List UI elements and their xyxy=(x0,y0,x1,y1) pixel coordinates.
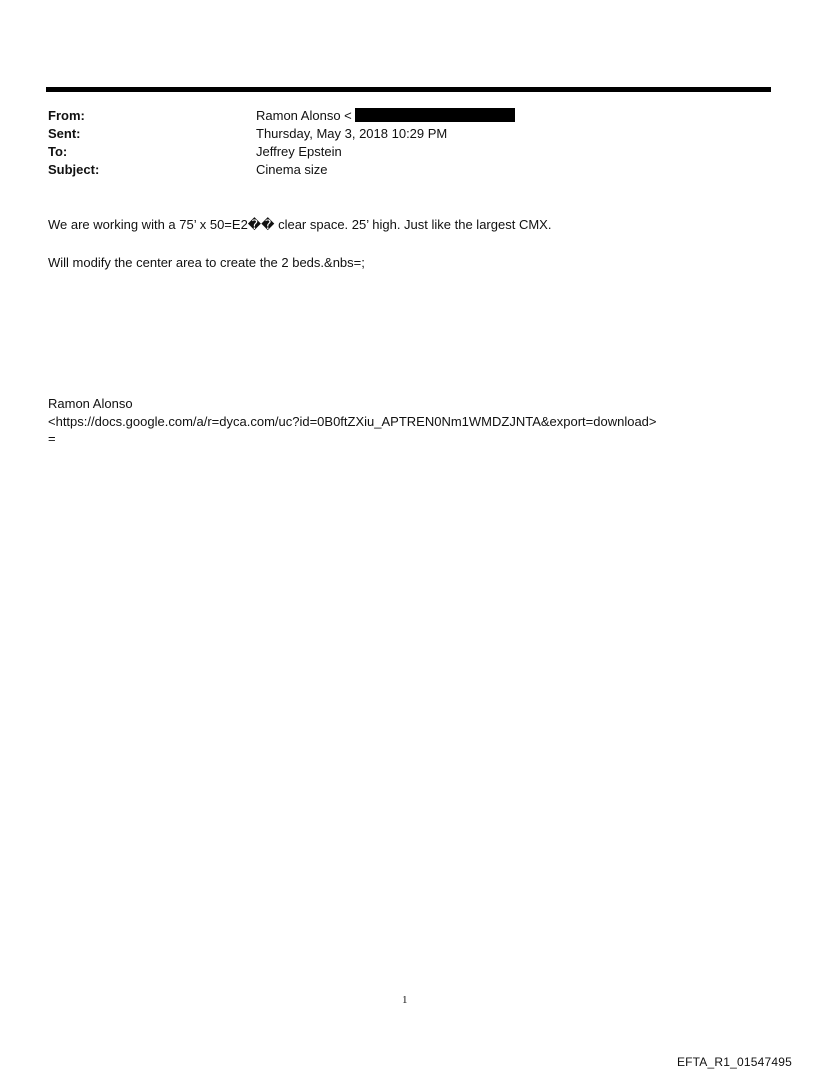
page-number: 1 xyxy=(402,994,408,1006)
body-line-1: We are working with a 75’ x 50=E2�� clear space. 25’ high. Just like the largest CMX. xyxy=(48,217,552,232)
from-name: Ramon Alonso < xyxy=(256,108,352,123)
sent-label: Sent: xyxy=(48,126,81,141)
sent-row xyxy=(48,125,768,143)
signature-name: Ramon Alonso xyxy=(48,396,133,411)
document-id: EFTA_R1_01547495 xyxy=(676,1055,792,1069)
sent-value: Thursday, May 3, 2018 10:29 PM xyxy=(256,126,448,141)
from-row xyxy=(48,107,768,125)
signature-trailer: = xyxy=(48,431,56,446)
from-value xyxy=(256,107,515,125)
signature-link[interactable]: <https://docs.google.com/a/r=dyca.com/uc?id=0B0ftZXiu_APTREN0Nm1WMDZJNTA&export=download> xyxy=(48,414,657,429)
subject-value: Cinema size xyxy=(256,162,328,177)
to-value: Jeffrey Epstein xyxy=(256,144,342,159)
from-label: From: xyxy=(48,108,85,123)
subject-row xyxy=(48,161,768,179)
body-line-2: Will modify the center area to create the 2 beds.&nbs=; xyxy=(48,255,365,270)
subject-label: Subject: xyxy=(48,162,100,177)
to-label: To: xyxy=(48,144,68,159)
to-row xyxy=(48,143,768,161)
email-header xyxy=(48,107,768,179)
header-divider xyxy=(46,87,771,92)
redaction-box xyxy=(355,108,515,122)
